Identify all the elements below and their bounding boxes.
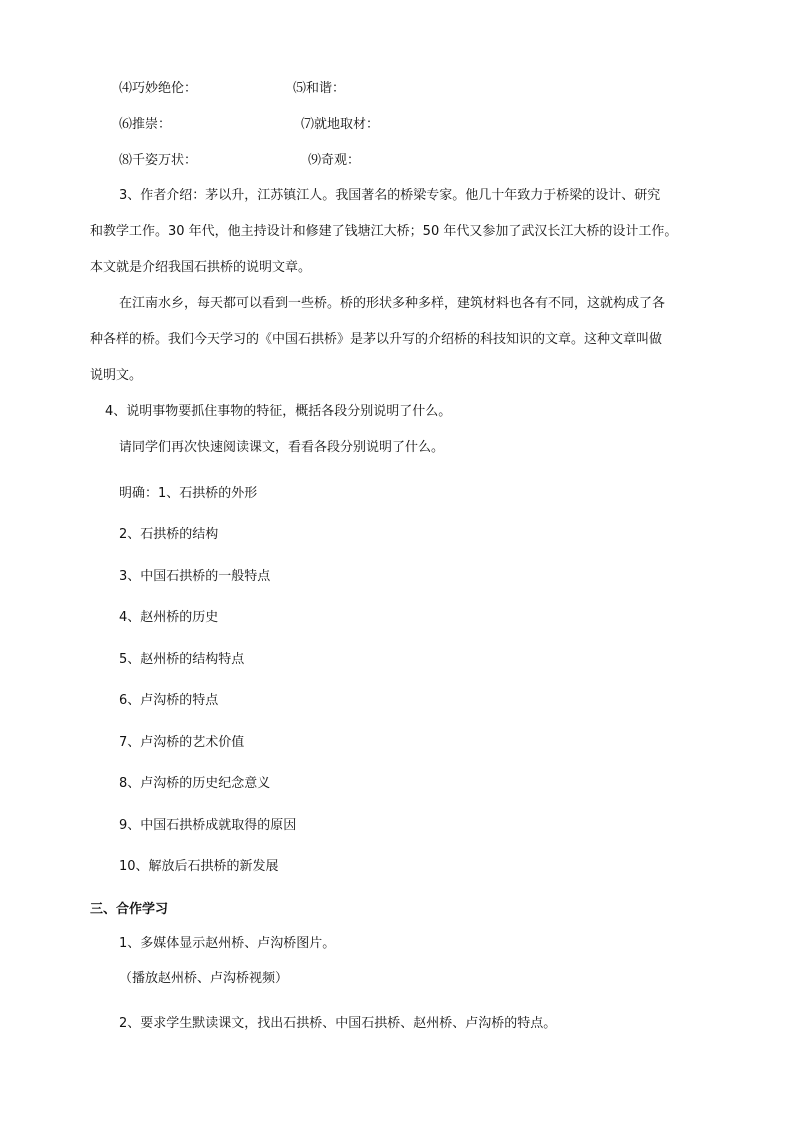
task-title: 4、说明事物要抓住事物的特征，概括各段分别说明了什么。 <box>105 404 452 419</box>
list-item: 7、卢沟桥的艺术价值 <box>119 735 245 750</box>
vocab-item: ⑻千姿万状： <box>119 153 198 168</box>
author-paragraph-line: 3、作者介绍：茅以升，江苏镇江人。我国著名的桥梁专家。他几十年致力于桥梁的设计、研究 <box>119 188 661 203</box>
section-item: 1、多媒体显示赵州桥、卢沟桥图片。 <box>119 936 336 951</box>
list-item: 3、中国石拱桥的一般特点 <box>119 569 271 584</box>
list-item: 4、赵州桥的历史 <box>119 610 219 625</box>
vocab-item: ⑸和谐： <box>293 81 346 96</box>
list-item: 10、解放后石拱桥的新发展 <box>119 859 279 874</box>
section-item: 2、要求学生默读课文，找出石拱桥、中国石拱桥、赵州桥、卢沟桥的特点。 <box>119 1016 557 1031</box>
section-heading: 三、合作学习 <box>90 902 169 917</box>
task-prompt: 请同学们再次快速阅读课文，看看各段分别说明了什么。 <box>119 440 445 455</box>
intro-paragraph-line: 种各样的桥。我们今天学习的《中国石拱桥》是茅以升写的介绍桥的科技知识的文章。这种文章叫做 <box>90 332 663 347</box>
vocab-item: ⑼奇观： <box>308 153 361 168</box>
list-item: 5、赵州桥的结构特点 <box>119 652 245 667</box>
intro-paragraph-line: 说明文。 <box>90 368 143 383</box>
author-paragraph-line: 本文就是介绍我国石拱桥的说明文章。 <box>90 260 312 275</box>
vocab-item: ⑹推崇： <box>119 117 172 132</box>
intro-paragraph-line: 在江南水乡，每天都可以看到一些桥。桥的形状多种多样，建筑材料也各有不同，这就构成了各 <box>119 296 666 311</box>
vocab-item: ⑷巧妙绝伦： <box>119 81 198 96</box>
list-item: 6、卢沟桥的特点 <box>119 693 219 708</box>
author-paragraph-line: 和教学工作。30 年代，他主持设计和修建了钱塘江大桥；50 年代又参加了武汉长江大桥的设计工作。 <box>90 224 678 239</box>
list-item: 2、石拱桥的结构 <box>119 527 219 542</box>
list-item: 9、中国石拱桥成就取得的原因 <box>119 818 297 833</box>
list-item: 8、卢沟桥的历史纪念意义 <box>119 776 271 791</box>
section-item-note: （播放赵州桥、卢沟桥视频） <box>119 971 289 986</box>
list-item: 明确：1、石拱桥的外形 <box>119 486 258 501</box>
vocab-item: ⑺就地取材： <box>301 117 380 132</box>
